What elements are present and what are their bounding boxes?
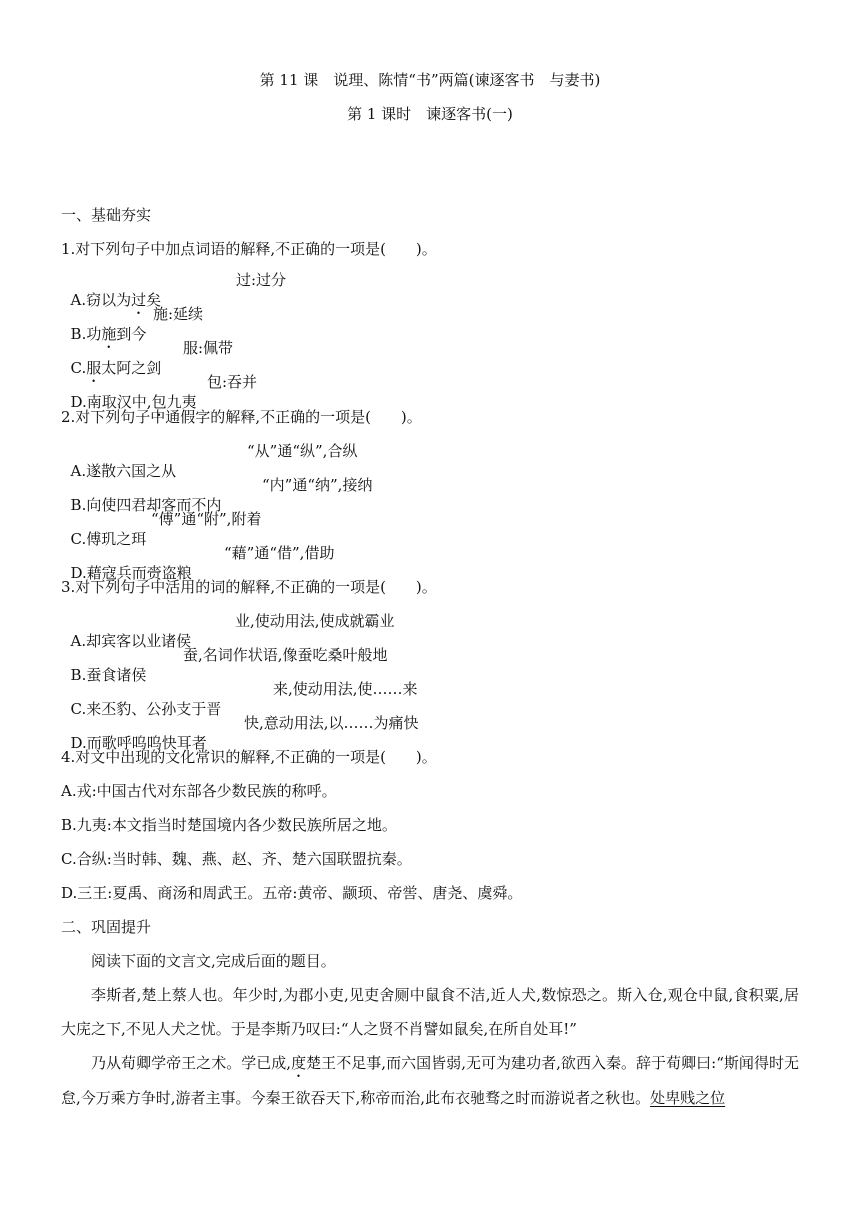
question-4-option-d: D.三王:夏禹、商汤和周武王。五帝:黄帝、颛顼、帝喾、唐尧、虞舜。	[61, 884, 523, 902]
question-2-stem: 2.对下列句子中通假字的解释,不正确的一项是( )。	[61, 408, 422, 426]
option-text: A.遂散六国之从	[70, 462, 177, 480]
option-gloss: 包:吞并	[207, 373, 258, 391]
option-gloss: 施:延续	[153, 305, 204, 323]
option-text: B.蚕食诸侯	[70, 666, 147, 684]
option-gloss: “傅”通“附”,附着	[151, 510, 262, 528]
option-gloss: 来,使动用法,使……来	[273, 680, 418, 698]
question-4-option-c: C.合纵:当时韩、魏、燕、赵、齐、楚六国联盟抗秦。	[61, 850, 412, 868]
option-text: D.藉寇兵而赍盗粮	[70, 564, 192, 582]
option-gloss: “内”通“纳”,接纳	[262, 476, 373, 494]
option-text: C.来丕豹、公孙支于晋	[70, 700, 222, 718]
dotted-word: 施	[101, 325, 117, 343]
dotted-word: 度	[291, 1054, 307, 1072]
question-3-stem: 3.对下列句子中活用的词的解释,不正确的一项是( )。	[61, 578, 437, 596]
option-gloss: “从”通“纵”,合纵	[247, 442, 358, 460]
section-heading-basics: 一、基础夯实	[61, 206, 152, 224]
option-gloss: 业,使动用法,使成就霸业	[235, 612, 395, 630]
lesson-title: 第 11 课 说理、陈情“书”两篇(谏逐客书 与妻书)	[259, 71, 601, 89]
option-text: B.功施到今	[70, 325, 147, 343]
section-heading-consolidation: 二、巩固提升	[61, 918, 152, 936]
option-gloss: 过:过分	[236, 271, 287, 289]
passage-paragraph-2: 乃从荀卿学帝王之术。学已成,度楚王不足事,而六国皆弱,无可为建功者,欲西入秦。辞于荀卿曰:“斯闻得时无怠,今万乘方争时,游者主事。今秦王欲吞天下,称帝而治,此布衣驰骛之时而游说者之秋也。处卑贱之位	[61, 1054, 799, 1107]
reading-instruction: 阅读下面的文言文,完成后面的题目。	[91, 952, 336, 970]
option-gloss: 蚕,名词作状语,像蚕吃桑叶般地	[183, 646, 388, 664]
option-gloss: 快,意动用法,以……为痛快	[244, 714, 419, 732]
dotted-word: 过	[131, 291, 147, 309]
option-gloss: 服:佩带	[183, 339, 234, 357]
dotted-word: 服	[86, 359, 102, 377]
option-text: A.却宾客以业诸侯	[70, 632, 192, 650]
dotted-word: 包	[151, 393, 167, 411]
question-4-option-a: A.戎:中国古代对东部各少数民族的称呼。	[61, 782, 337, 800]
period-title: 第 1 课时 谏逐客书(一)	[347, 105, 513, 123]
question-4-stem: 4.对文中出现的文化常识的解释,不正确的一项是( )。	[61, 748, 437, 766]
option-text: D.南取汉中,包九夷	[70, 393, 197, 411]
underlined-sentence: 处卑贱之位	[650, 1089, 726, 1107]
question-1-stem: 1.对下列句子中加点词语的解释,不正确的一项是( )。	[61, 240, 437, 258]
option-text: A.窃以为过矣	[70, 291, 162, 309]
option-text: D.而歌呼呜呜快耳者	[70, 734, 207, 752]
option-gloss: “藉”通“借”,借助	[224, 544, 335, 562]
option-text: C.服太阿之剑	[70, 359, 162, 377]
passage-paragraph-1: 李斯者,楚上蔡人也。年少时,为郡小吏,见吏舍厕中鼠食不洁,近人犬,数惊恐之。斯入仓,观仓中鼠,食积粟,居大庑之下,不见人犬之忧。于是李斯乃叹曰:“人之贤不肖譬如鼠矣,在所自处耳!”	[61, 986, 799, 1038]
option-text: C.傅玑之珥	[70, 530, 147, 548]
question-4-option-b: B.九夷:本文指当时楚国境内各少数民族所居之地。	[61, 816, 397, 834]
option-text: B.向使四君却客而不内	[70, 496, 222, 514]
